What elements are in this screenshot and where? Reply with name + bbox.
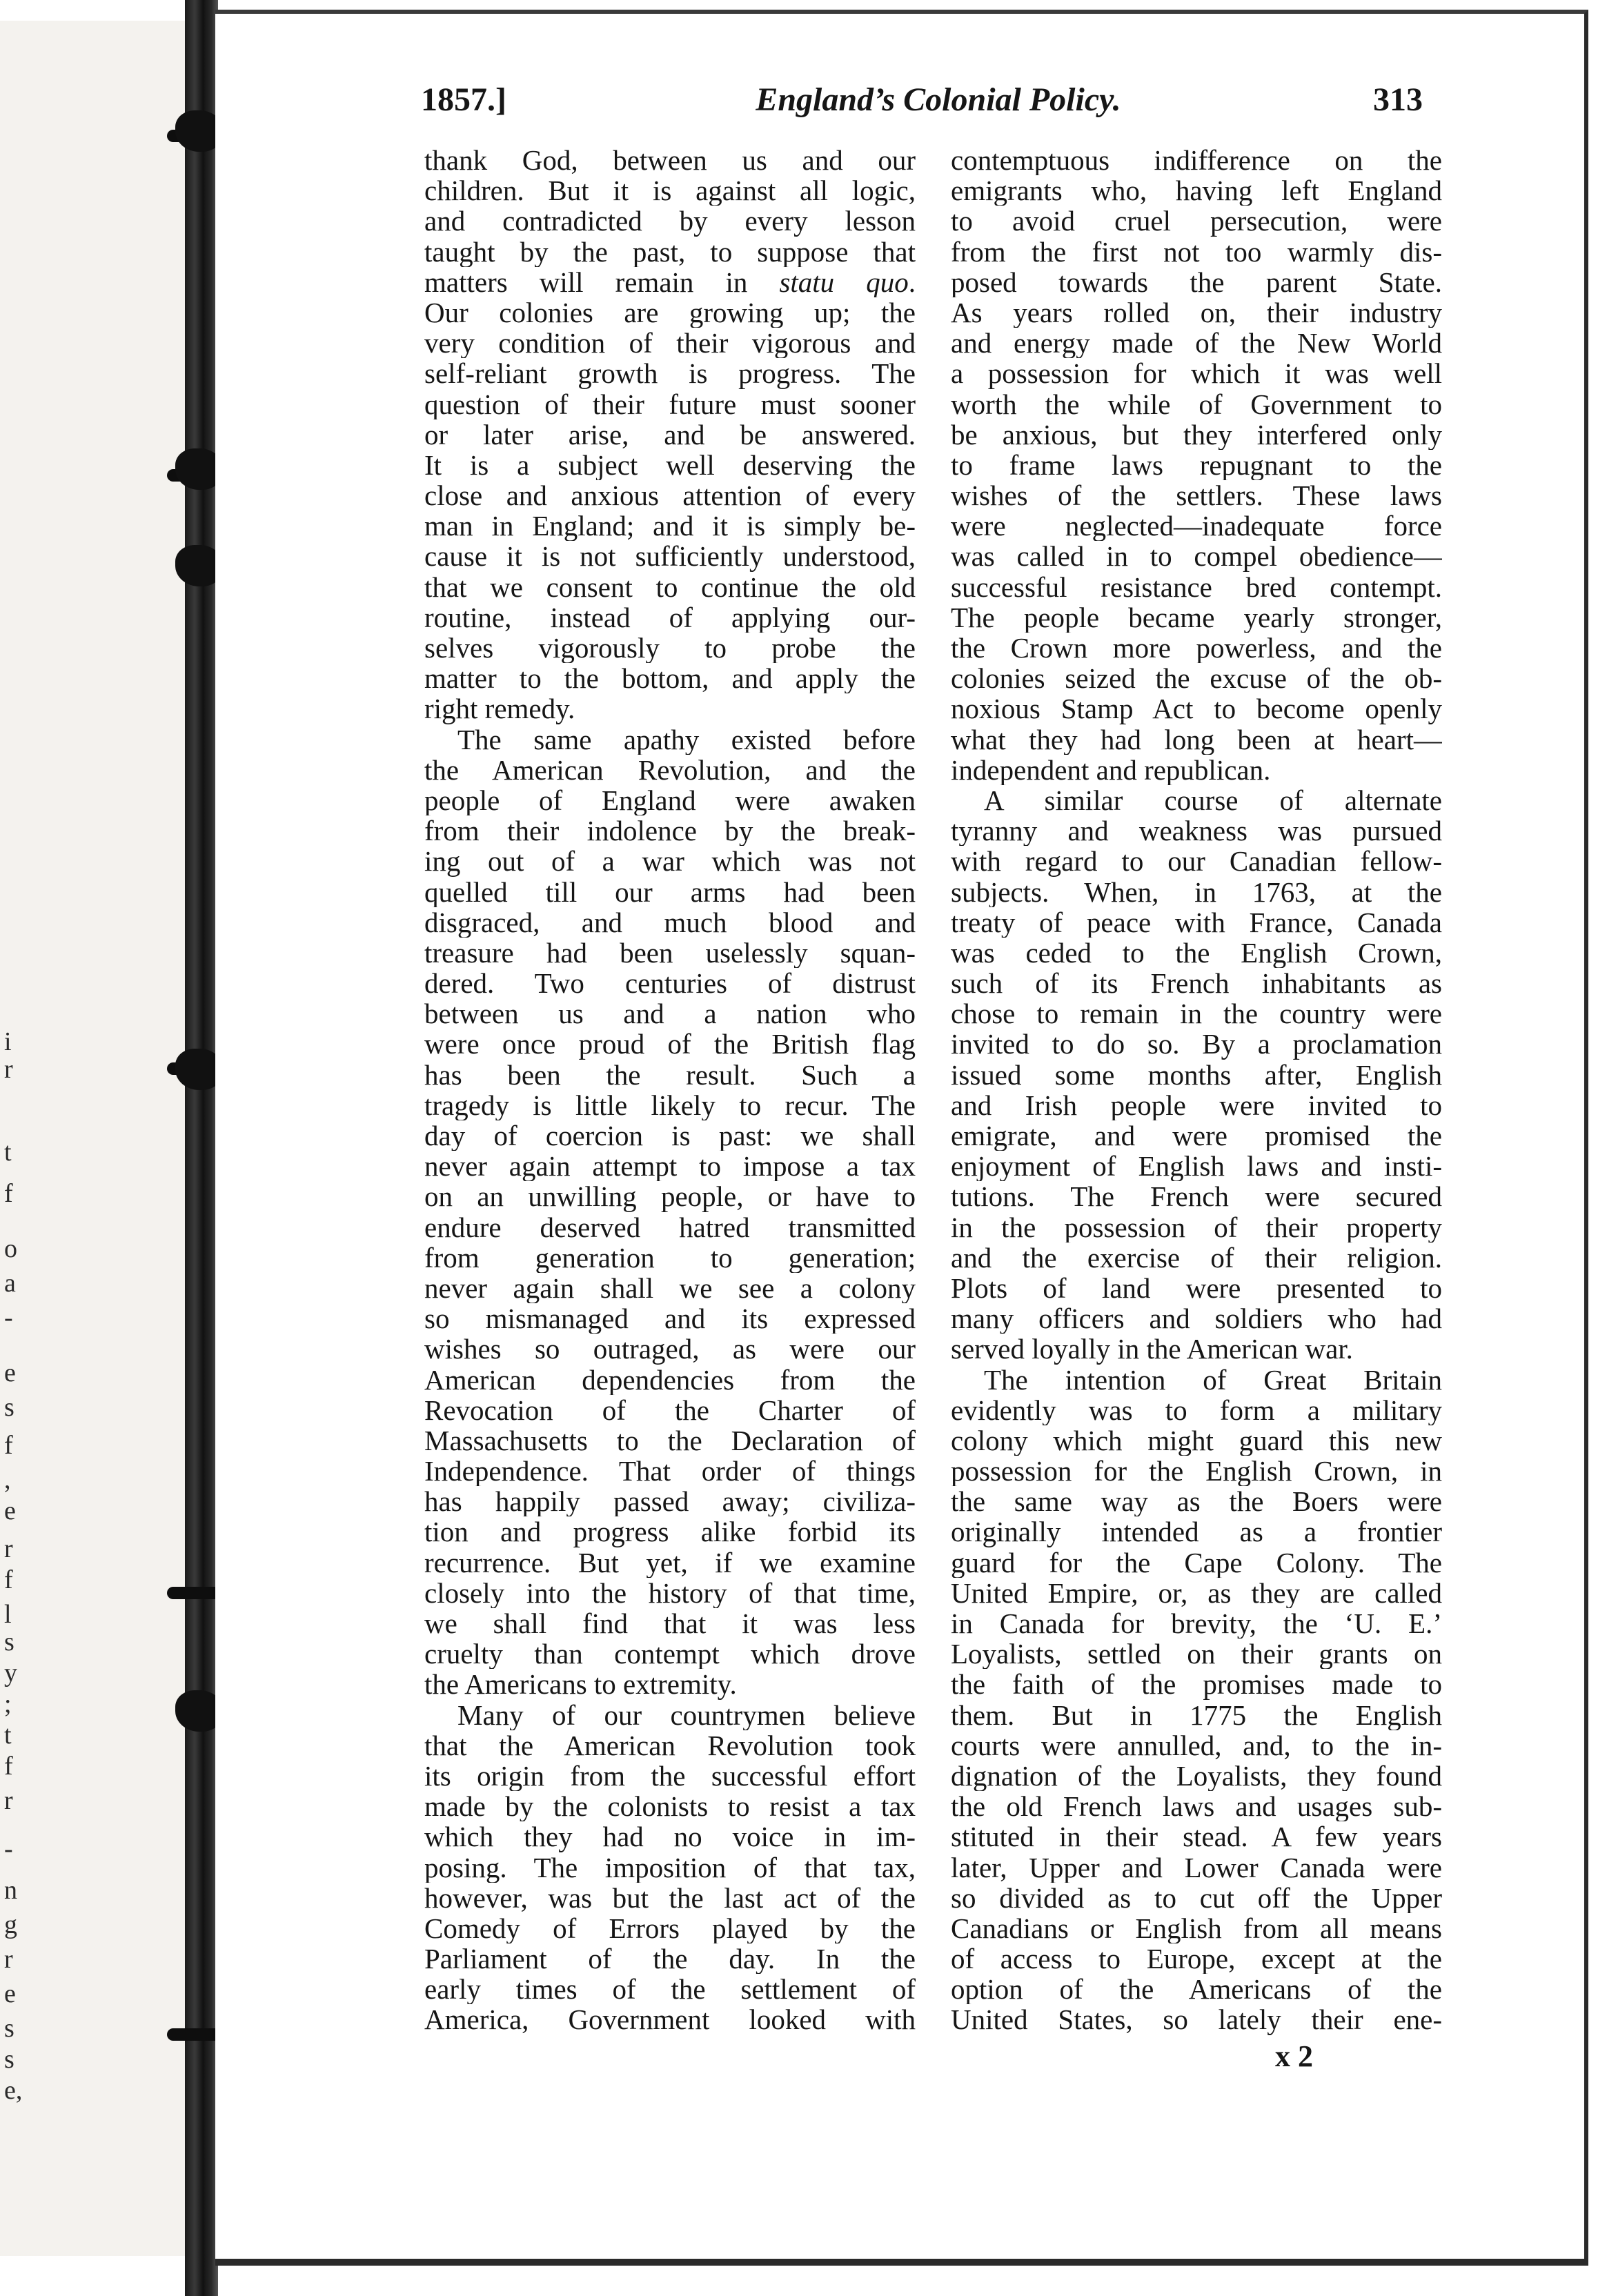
text-line xyxy=(951,1547,1442,1578)
text-line xyxy=(951,175,1442,206)
text-line-content: between us and a nation who xyxy=(424,998,916,1029)
text-line-content: America, Government looked with xyxy=(424,2004,916,2035)
text-line-content: cause it is not sufficiently understood, xyxy=(424,541,916,572)
text-line-content: treaty of peace with France, Canada xyxy=(951,907,1442,938)
text-line-content: its origin from the successful effort xyxy=(424,1760,916,1792)
text-line-content: disgraced, and much blood and xyxy=(424,907,916,938)
text-line-content: day of coercion is past: we shall xyxy=(424,1120,916,1151)
text-line-content: the Crown more powerless, and the xyxy=(951,633,1442,664)
facing-page-letter: s xyxy=(4,2014,14,2043)
text-line-content: made by the colonists to resist a tax xyxy=(424,1791,916,1822)
facing-page-letters xyxy=(4,21,25,2256)
text-line xyxy=(951,1486,1442,1516)
italic-phrase: statu quo xyxy=(779,266,909,297)
text-line-content: however, was but the last act of the xyxy=(424,1882,916,1913)
text-line xyxy=(951,1852,1442,1883)
text-line-content: worth the while of Government to xyxy=(951,388,1442,419)
text-line xyxy=(424,297,916,328)
text-line xyxy=(951,358,1442,388)
text-line xyxy=(424,724,916,755)
text-line xyxy=(951,572,1442,602)
text-line-content: Canadians or English from all means xyxy=(951,1912,1442,1944)
text-line-content: and contradicted by every lesson xyxy=(424,206,916,237)
text-line-content: later, Upper and Lower Canada were xyxy=(951,1852,1442,1883)
text-line-content: The intention of Great Britain xyxy=(984,1364,1442,1395)
facing-page-letter: e xyxy=(4,1979,16,2008)
text-line xyxy=(424,1761,916,1791)
text-line-content: from their indolence by the break- xyxy=(424,815,916,847)
facing-page-letter: l xyxy=(4,1600,12,1629)
text-line xyxy=(951,1303,1442,1334)
text-line xyxy=(424,693,916,724)
facing-page-letter: e xyxy=(4,1496,16,1525)
text-line-tail: . xyxy=(908,266,916,297)
text-line xyxy=(424,572,916,602)
text-column-right xyxy=(951,145,1442,2035)
text-line xyxy=(424,328,916,358)
text-line xyxy=(951,1029,1442,1059)
text-line xyxy=(424,1395,916,1425)
text-line xyxy=(951,328,1442,358)
text-line xyxy=(424,938,916,968)
text-line-content: matters will remain in xyxy=(424,266,780,297)
text-line xyxy=(951,511,1442,541)
text-column-left xyxy=(424,145,916,2035)
text-line-content: self-reliant growth is progress. The xyxy=(424,358,916,389)
text-line-content: the Americans to extremity. xyxy=(424,1669,737,1700)
text-line-content: were once proud of the British flag xyxy=(424,1029,916,1060)
facing-page-letter: f xyxy=(4,1565,13,1594)
text-line xyxy=(424,358,916,388)
text-line xyxy=(424,1578,916,1608)
book-gutter xyxy=(185,0,218,2296)
text-line-content: man in England; and it is simply be- xyxy=(424,511,916,542)
text-line xyxy=(951,1913,1442,1943)
text-line xyxy=(951,1273,1442,1303)
text-line-content: the old French laws and usages sub- xyxy=(951,1791,1442,1822)
text-line-content: were neglected—inadequate force xyxy=(951,511,1442,542)
text-line xyxy=(424,450,916,480)
facing-page-letter: - xyxy=(4,1834,13,1863)
text-line xyxy=(951,633,1442,663)
facing-page-letter: s xyxy=(4,2045,14,2074)
facing-page-letter: i xyxy=(4,1027,12,1056)
text-line xyxy=(951,785,1442,815)
text-line-content: endure deserved hatred transmitted xyxy=(424,1211,916,1243)
text-line xyxy=(951,1060,1442,1090)
text-line-content: posed towards the parent State. xyxy=(951,266,1442,297)
text-line-content: which they had no voice in im- xyxy=(424,1821,916,1852)
text-line-content: wishes so outraged, as were our xyxy=(424,1334,916,1365)
text-line-content: wishes of the settlers. These laws xyxy=(951,480,1442,511)
text-line-content: quelled till our arms had been xyxy=(424,876,916,907)
text-line xyxy=(424,511,916,541)
text-line xyxy=(424,1060,916,1090)
text-line xyxy=(424,1212,916,1243)
text-line-content: option of the Americans of the xyxy=(951,1974,1442,2005)
text-line-content: The people became yearly stronger, xyxy=(951,602,1442,633)
text-line-content: question of their future must sooner xyxy=(424,388,916,419)
text-line-content: colonies seized the excuse of the ob- xyxy=(951,663,1442,694)
facing-page-letter: y xyxy=(4,1659,17,1688)
text-line-content: stituted in their stead. A few years xyxy=(951,1821,1442,1852)
text-line xyxy=(424,1029,916,1059)
text-line xyxy=(424,1334,916,1364)
text-line xyxy=(424,998,916,1029)
text-line-content: The same apathy existed before xyxy=(457,724,916,755)
facing-page-letter: g xyxy=(4,1910,17,1939)
text-line-content: noxious Stamp Act to become openly xyxy=(951,693,1442,724)
text-line-content: courts were annulled, and, to the in- xyxy=(951,1730,1442,1761)
text-line xyxy=(951,145,1442,175)
text-line-content: with regard to our Canadian fellow- xyxy=(951,846,1442,877)
facing-page-letter: e xyxy=(4,1358,16,1387)
text-line xyxy=(951,907,1442,938)
text-line-content: so mismanaged and its expressed xyxy=(424,1303,916,1334)
text-line-content: As years rolled on, their industry xyxy=(951,297,1442,328)
facing-page-letter: t xyxy=(4,1721,12,1750)
text-line xyxy=(424,1913,916,1943)
text-line xyxy=(424,1943,916,1974)
text-line-content: Many of our countrymen believe xyxy=(457,1699,916,1730)
text-line-content: them. But in 1775 the English xyxy=(951,1699,1442,1730)
text-line-content: has happily passed away; civiliza- xyxy=(424,1486,916,1517)
text-line xyxy=(424,1243,916,1273)
facing-page-letter: f xyxy=(4,1431,13,1460)
text-line xyxy=(951,1243,1442,1273)
text-line-content: children. But it is against all logic, xyxy=(424,175,916,206)
text-line xyxy=(424,1303,916,1334)
text-line-content: dignation of the Loyalists, they found xyxy=(951,1760,1442,1792)
facing-page-letter: f xyxy=(4,1179,13,1208)
facing-page-letter: - xyxy=(4,1303,13,1332)
text-line xyxy=(951,1120,1442,1151)
text-line xyxy=(424,1181,916,1211)
text-line-content: early times of the settlement of xyxy=(424,1974,916,2005)
text-line-content: tragedy is little likely to recur. The xyxy=(424,1089,916,1120)
text-line-content: of access to Europe, except at the xyxy=(951,1943,1442,1975)
text-line xyxy=(424,267,916,297)
facing-page-letter: , xyxy=(4,1465,11,1494)
text-line xyxy=(424,175,916,206)
text-line xyxy=(951,1883,1442,1913)
text-line xyxy=(424,877,916,907)
text-line-content: served loyally in the American war. xyxy=(951,1334,1353,1365)
text-line-content: and Irish people were invited to xyxy=(951,1089,1442,1120)
text-line-content: from generation to generation; xyxy=(424,1242,916,1273)
text-line-content: Revocation of the Charter of xyxy=(424,1394,916,1425)
text-line xyxy=(951,663,1442,693)
text-line xyxy=(424,1974,916,2004)
text-line xyxy=(951,998,1442,1029)
text-line-content: the American Revolution, and the xyxy=(424,754,916,785)
text-line xyxy=(951,419,1442,450)
text-line xyxy=(951,480,1442,511)
facing-page-letter: r xyxy=(4,1945,13,1974)
text-line xyxy=(424,1639,916,1669)
text-line xyxy=(951,1730,1442,1761)
running-head-title: England’s Colonial Policy. xyxy=(756,81,1121,118)
text-line xyxy=(951,1516,1442,1547)
text-line-content: contemptuous indifference on the xyxy=(951,145,1442,176)
text-line xyxy=(424,1700,916,1730)
text-line-content: be anxious, but they interfered only xyxy=(951,419,1442,450)
text-line-content: possession for the English Crown, in xyxy=(951,1456,1442,1487)
text-line xyxy=(424,907,916,938)
text-line xyxy=(424,1821,916,1852)
text-line xyxy=(951,1821,1442,1852)
text-line xyxy=(424,602,916,633)
text-line-content: American dependencies from the xyxy=(424,1364,916,1395)
text-line-content: closely into the history of that time, xyxy=(424,1577,916,1608)
text-line xyxy=(424,206,916,236)
text-line xyxy=(951,1700,1442,1730)
facing-page-letter: n xyxy=(4,1876,17,1905)
text-line xyxy=(424,1608,916,1639)
text-line xyxy=(424,1852,916,1883)
text-line-content: right remedy. xyxy=(424,693,575,724)
text-line xyxy=(951,206,1442,236)
text-line xyxy=(424,237,916,267)
text-line xyxy=(951,693,1442,724)
text-line xyxy=(951,846,1442,876)
facing-page-letter: r xyxy=(4,1534,13,1563)
text-line xyxy=(424,1669,916,1699)
text-line xyxy=(424,663,916,693)
text-line-content: chose to remain in the country were xyxy=(951,998,1442,1029)
text-line-content: subjects. When, in 1763, at the xyxy=(951,876,1442,907)
text-line-content: posing. The imposition of that tax, xyxy=(424,1852,916,1883)
text-line xyxy=(951,389,1442,419)
text-line xyxy=(424,1791,916,1821)
text-line-content: the faith of the promises made to xyxy=(951,1669,1442,1700)
text-line xyxy=(424,2004,916,2035)
text-line xyxy=(951,1395,1442,1425)
text-line-content: Our colonies are growing up; the xyxy=(424,297,916,328)
text-line xyxy=(424,1273,916,1303)
text-line-content: was ceded to the English Crown, xyxy=(951,937,1442,969)
text-line-content: independent and republican. xyxy=(951,754,1271,785)
text-line-content: United Empire, or, as they are called xyxy=(951,1577,1442,1608)
text-line xyxy=(951,1974,1442,2004)
text-line xyxy=(951,1791,1442,1821)
text-line-content: cruelty than contempt which drove xyxy=(424,1639,916,1670)
text-line xyxy=(951,1212,1442,1243)
text-line-content: or later arise, and be answered. xyxy=(424,419,916,450)
text-line xyxy=(951,1090,1442,1120)
text-line-content: such of its French inhabitants as xyxy=(951,968,1442,999)
text-line-content: to avoid cruel persecution, were xyxy=(951,206,1442,237)
text-line-content: guard for the Cape Colony. The xyxy=(951,1547,1442,1578)
text-line xyxy=(424,1425,916,1456)
text-line-content: tion and progress alike forbid its xyxy=(424,1516,916,1547)
signature-mark: x 2 xyxy=(1275,2039,1313,2073)
text-line-content: invited to do so. By a proclamation xyxy=(951,1029,1442,1060)
facing-page-letter: o xyxy=(4,1234,17,1263)
text-line-content: very condition of their vigorous and xyxy=(424,328,916,359)
text-line xyxy=(951,450,1442,480)
text-line xyxy=(424,1486,916,1516)
text-line xyxy=(951,877,1442,907)
text-line-content: a possession for which it was well xyxy=(951,358,1442,389)
text-line-content: never again attempt to impose a tax xyxy=(424,1151,916,1182)
facing-page-letter: e, xyxy=(4,2076,23,2105)
running-head-year: 1857.] xyxy=(421,81,506,118)
text-line-content: United States, so lately their ene- xyxy=(951,2004,1442,2035)
text-line xyxy=(424,1547,916,1578)
text-line xyxy=(951,755,1442,785)
facing-page-letter: s xyxy=(4,1627,14,1656)
text-line-content: what they had long been at heart— xyxy=(951,724,1442,755)
text-line xyxy=(424,1883,916,1913)
running-head xyxy=(207,76,1435,124)
text-line xyxy=(951,1578,1442,1608)
text-line xyxy=(424,1456,916,1486)
facing-page-letter: r xyxy=(4,1786,13,1815)
text-line xyxy=(424,419,916,450)
facing-page-letter: ; xyxy=(4,1690,12,1719)
text-line xyxy=(951,267,1442,297)
text-line xyxy=(951,1456,1442,1486)
text-line-content: to frame laws repugnant to the xyxy=(951,449,1442,481)
text-line-content: tutions. The French were secured xyxy=(951,1181,1442,1212)
text-line-content: that the American Revolution took xyxy=(424,1730,916,1761)
text-line-content: on an unwilling people, or have to xyxy=(424,1181,916,1212)
text-line xyxy=(424,1090,916,1120)
text-line-content: that we consent to continue the old xyxy=(424,571,916,602)
text-line-content: taught by the past, to suppose that xyxy=(424,236,916,267)
text-line xyxy=(951,1425,1442,1456)
text-line xyxy=(951,2004,1442,2035)
text-line xyxy=(951,1608,1442,1639)
facing-page-letter: f xyxy=(4,1752,13,1781)
text-line-content: we shall find that it was less xyxy=(424,1608,916,1639)
text-line xyxy=(951,724,1442,755)
text-line xyxy=(951,1181,1442,1211)
text-line-content: It is a subject well deserving the xyxy=(424,449,916,481)
text-line xyxy=(424,145,916,175)
text-line xyxy=(951,1669,1442,1699)
text-line-content: Loyalists, settled on their grants on xyxy=(951,1639,1442,1670)
text-line-content: was called in to compel obedience— xyxy=(951,541,1442,572)
text-line xyxy=(424,1151,916,1181)
text-line-content: many officers and soldiers who had xyxy=(951,1303,1442,1334)
text-line-content: people of England were awaken xyxy=(424,784,916,816)
text-line-content: matter to the bottom, and apply the xyxy=(424,663,916,694)
text-line xyxy=(951,815,1442,846)
text-line xyxy=(951,541,1442,571)
text-line-content: originally intended as a frontier xyxy=(951,1516,1442,1547)
text-line-content: colony which might guard this new xyxy=(951,1425,1442,1456)
text-line xyxy=(424,785,916,815)
text-line xyxy=(951,237,1442,267)
facing-page-letter: t xyxy=(4,1138,12,1167)
text-line-content: Massachusetts to the Declaration of xyxy=(424,1425,916,1456)
text-line xyxy=(951,1761,1442,1791)
text-line-content: in the possession of their property xyxy=(951,1211,1442,1243)
text-line-content: tyranny and weakness was pursued xyxy=(951,815,1442,847)
text-line xyxy=(424,389,916,419)
facing-page-edge xyxy=(0,21,185,2256)
text-line xyxy=(951,938,1442,968)
text-line-content: has been the result. Such a xyxy=(424,1059,916,1090)
text-line-content: close and anxious attention of every xyxy=(424,480,916,511)
text-line xyxy=(424,1516,916,1547)
text-line-content: thank God, between us and our xyxy=(424,145,916,176)
text-line-content: Plots of land were presented to xyxy=(951,1272,1442,1304)
text-line-content: Parliament of the day. In the xyxy=(424,1943,916,1975)
text-line-content: evidently was to form a military xyxy=(951,1394,1442,1425)
text-line xyxy=(424,755,916,785)
facing-page-letter: s xyxy=(4,1393,14,1422)
text-line xyxy=(424,1730,916,1761)
text-line-content: Comedy of Errors played by the xyxy=(424,1912,916,1944)
text-line-content: routine, instead of applying our- xyxy=(424,602,916,633)
text-line-content: enjoyment of English laws and insti- xyxy=(951,1151,1442,1182)
text-line xyxy=(951,1943,1442,1974)
text-line xyxy=(424,541,916,571)
text-line-content: successful resistance bred contempt. xyxy=(951,571,1442,602)
page-number: 313 xyxy=(1373,81,1423,118)
text-line xyxy=(424,846,916,876)
text-line xyxy=(424,1365,916,1395)
text-line xyxy=(424,1120,916,1151)
text-line-content: recurrence. But yet, if we examine xyxy=(424,1547,916,1578)
text-line-content: the same way as the Boers were xyxy=(951,1486,1442,1517)
text-line-content: treasure had been uselessly squan- xyxy=(424,937,916,969)
text-line-content: so divided as to cut off the Upper xyxy=(951,1882,1442,1913)
text-line xyxy=(424,968,916,998)
text-line-content: never again shall we see a colony xyxy=(424,1272,916,1304)
text-line-content: and energy made of the New World xyxy=(951,328,1442,359)
text-line xyxy=(951,297,1442,328)
text-line-content: selves vigorously to probe the xyxy=(424,633,916,664)
text-line xyxy=(424,480,916,511)
text-line xyxy=(951,1151,1442,1181)
text-line xyxy=(424,815,916,846)
text-line xyxy=(951,1365,1442,1395)
text-line-content: dered. Two centuries of distrust xyxy=(424,968,916,999)
text-line-content: from the first not too warmly dis- xyxy=(951,236,1442,267)
text-line-content: in Canada for brevity, the ‘U. E.’ xyxy=(951,1608,1442,1639)
text-line xyxy=(951,602,1442,633)
facing-page-letter: r xyxy=(4,1055,13,1084)
text-line-content: and the exercise of their religion. xyxy=(951,1242,1442,1273)
text-line xyxy=(951,968,1442,998)
text-line xyxy=(951,1334,1442,1364)
text-line-content: emigrants who, having left England xyxy=(951,175,1442,206)
text-line-content: Independence. That order of things xyxy=(424,1456,916,1487)
text-line xyxy=(424,633,916,663)
text-line-content: ing out of a war which was not xyxy=(424,846,916,877)
text-line-content: emigrate, and were promised the xyxy=(951,1120,1442,1151)
text-line xyxy=(951,1639,1442,1669)
facing-page-letter: a xyxy=(4,1269,16,1298)
text-line-content: issued some months after, English xyxy=(951,1059,1442,1090)
text-line-content: A similar course of alternate xyxy=(984,784,1442,816)
